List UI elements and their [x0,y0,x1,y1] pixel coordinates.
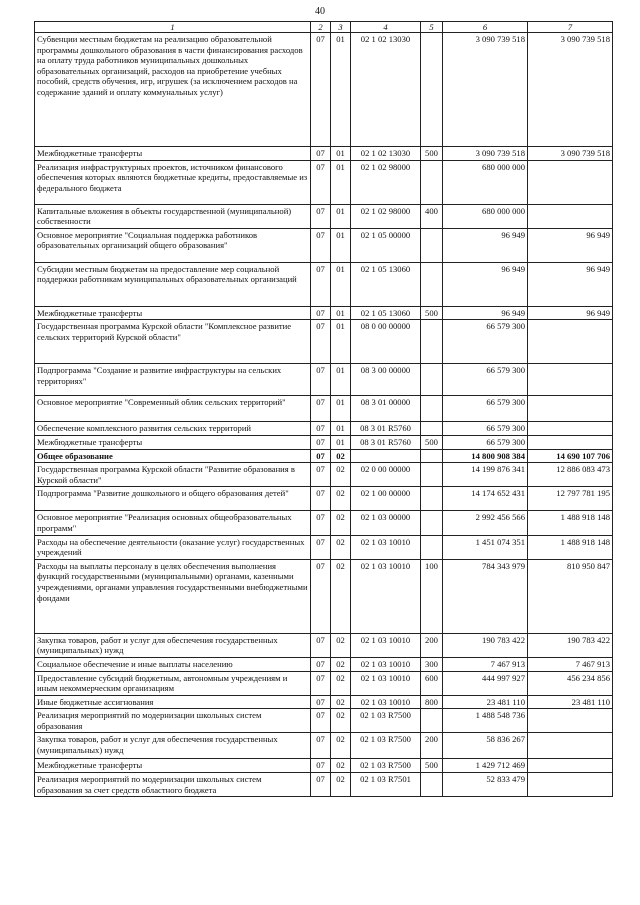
row-amount-year1: 1 451 074 351 [443,535,528,559]
row-target-article: 02 1 02 98000 [351,160,421,204]
table-row [35,33,613,147]
row-section: 07 [311,463,331,487]
row-amount-year1: 1 488 548 736 [443,709,528,733]
row-subsection: 02 [331,671,351,695]
row-section: 07 [311,306,331,320]
row-target-article: 02 0 00 00000 [351,463,421,487]
row-subsection: 01 [331,204,351,228]
row-section: 07 [311,422,331,436]
row-section: 07 [311,33,331,147]
table-row [35,228,613,262]
row-name: Реализация мероприятий по модернизации школьных систем образования [35,709,311,733]
row-subsection: 02 [331,463,351,487]
table-row [35,262,613,306]
row-subsection: 01 [331,306,351,320]
row-name: Обеспечение комплексного развития сельских территорий [35,422,311,436]
table-row [35,204,613,228]
col-header-name: 1 [35,22,311,33]
row-target-article: 08 3 00 00000 [351,364,421,396]
row-target-article: 08 0 00 00000 [351,320,421,364]
row-subsection: 01 [331,147,351,161]
row-subsection: 01 [331,422,351,436]
row-subsection: 02 [331,733,351,759]
table-row [35,535,613,559]
row-amount-year1: 96 949 [443,228,528,262]
row-amount-year2: 14 690 107 706 [528,449,613,463]
row-amount-year1: 58 836 267 [443,733,528,759]
row-amount-year2: 456 234 856 [528,671,613,695]
row-subsection: 02 [331,657,351,671]
row-section: 07 [311,262,331,306]
row-subsection: 01 [331,160,351,204]
row-amount-year2 [528,422,613,436]
row-amount-year2 [528,773,613,797]
table-row [35,709,613,733]
row-expense-type [421,709,443,733]
row-subsection: 02 [331,487,351,511]
row-expense-type [421,449,443,463]
table-body [35,33,613,797]
row-expense-type: 500 [421,759,443,773]
row-amount-year1: 96 949 [443,306,528,320]
row-name: Основное мероприятие "Реализация основных общеобразовательных программ" [35,511,311,535]
row-expense-type [421,463,443,487]
row-amount-year2 [528,733,613,759]
row-section: 07 [311,435,331,449]
row-expense-type [421,773,443,797]
table-row [35,487,613,511]
row-amount-year1: 52 833 479 [443,773,528,797]
row-amount-year1: 23 481 110 [443,695,528,709]
row-amount-year2: 96 949 [528,262,613,306]
row-amount-year1: 3 090 739 518 [443,147,528,161]
row-name: Основное мероприятие "Социальная поддержка работников образовательных организаций общего образования" [35,228,311,262]
row-name: Межбюджетные трансферты [35,759,311,773]
row-amount-year1: 14 174 652 431 [443,487,528,511]
row-amount-year2 [528,160,613,204]
row-target-article: 08 3 01 R5760 [351,422,421,436]
row-expense-type: 200 [421,733,443,759]
row-name: Подпрограмма "Развитие дошкольного и общего образования детей" [35,487,311,511]
row-name: Субсидии местным бюджетам на предоставление мер социальной поддержки работникам муниципальных образовательных организаций [35,262,311,306]
table-row [35,463,613,487]
row-expense-type: 400 [421,204,443,228]
row-name: Межбюджетные трансферты [35,306,311,320]
row-section: 07 [311,633,331,657]
row-section: 07 [311,364,331,396]
row-name: Капитальные вложения в объекты государственной (муниципальной) собственности [35,204,311,228]
row-expense-type: 800 [421,695,443,709]
row-amount-year1: 784 343 979 [443,559,528,633]
row-amount-year2: 12 797 781 195 [528,487,613,511]
row-subsection: 02 [331,695,351,709]
row-amount-year1: 3 090 739 518 [443,33,528,147]
budget-table [34,21,613,797]
row-amount-year2: 190 783 422 [528,633,613,657]
row-name: Межбюджетные трансферты [35,147,311,161]
row-target-article: 02 1 05 00000 [351,228,421,262]
row-section: 07 [311,204,331,228]
row-subsection: 02 [331,709,351,733]
row-subsection: 02 [331,511,351,535]
row-amount-year2 [528,204,613,228]
col-header-amount-year2: 7 [528,22,613,33]
row-section: 07 [311,535,331,559]
table-row [35,306,613,320]
row-amount-year2: 12 886 083 473 [528,463,613,487]
row-amount-year2: 1 488 918 148 [528,535,613,559]
row-section: 07 [311,773,331,797]
row-amount-year1: 444 997 927 [443,671,528,695]
row-subsection: 02 [331,759,351,773]
row-target-article: 02 1 03 R7501 [351,773,421,797]
row-subsection: 02 [331,449,351,463]
row-expense-type [421,511,443,535]
row-amount-year1: 14 800 908 384 [443,449,528,463]
row-section: 07 [311,320,331,364]
row-target-article: 02 1 03 10010 [351,559,421,633]
row-target-article: 02 1 03 R7500 [351,733,421,759]
row-expense-type: 300 [421,657,443,671]
row-subsection: 01 [331,228,351,262]
row-amount-year1: 66 579 300 [443,364,528,396]
row-expense-type [421,320,443,364]
table-row [35,733,613,759]
table-row [35,147,613,161]
row-amount-year1: 680 000 000 [443,160,528,204]
row-amount-year1: 66 579 300 [443,396,528,422]
row-section: 07 [311,759,331,773]
row-amount-year2 [528,435,613,449]
row-target-article: 02 1 03 10010 [351,633,421,657]
row-target-article: 02 1 02 13030 [351,33,421,147]
row-target-article: 02 1 05 13060 [351,262,421,306]
col-header-section: 2 [311,22,331,33]
row-name: Реализация мероприятий по модернизации школьных систем образования за счет средств областного бюджета [35,773,311,797]
row-target-article: 08 3 01 R5760 [351,435,421,449]
row-amount-year2: 3 090 739 518 [528,33,613,147]
row-section: 07 [311,695,331,709]
row-amount-year2 [528,759,613,773]
col-header-target-article: 4 [351,22,421,33]
table-row [35,695,613,709]
row-name: Социальное обеспечение и иные выплаты населению [35,657,311,671]
row-name: Государственная программа Курской области "Развитие образования в Курской области" [35,463,311,487]
table-row [35,396,613,422]
row-amount-year1: 190 783 422 [443,633,528,657]
row-expense-type: 200 [421,633,443,657]
row-name: Основное мероприятие "Современный облик сельских территорий" [35,396,311,422]
row-name: Реализация инфраструктурных проектов, источником финансового обеспечения которых являются бюджетные кредиты, предоставляемые из федерального бюджета [35,160,311,204]
row-amount-year2: 1 488 918 148 [528,511,613,535]
col-header-subsection: 3 [331,22,351,33]
row-expense-type [421,487,443,511]
row-amount-year1: 66 579 300 [443,422,528,436]
row-name: Подпрограмма "Создание и развитие инфраструктуры на сельских территориях" [35,364,311,396]
row-subsection: 01 [331,262,351,306]
row-subsection: 01 [331,364,351,396]
row-amount-year2: 96 949 [528,228,613,262]
col-header-amount-year1: 6 [443,22,528,33]
row-expense-type: 500 [421,147,443,161]
row-name: Расходы на обеспечение деятельности (оказание услуг) государственных учреждений [35,535,311,559]
row-section: 07 [311,396,331,422]
row-amount-year2: 3 090 739 518 [528,147,613,161]
row-expense-type: 500 [421,306,443,320]
row-amount-year2 [528,396,613,422]
row-target-article: 02 1 05 13060 [351,306,421,320]
table-row [35,671,613,695]
row-amount-year2: 96 949 [528,306,613,320]
row-section: 07 [311,709,331,733]
row-expense-type [421,33,443,147]
row-amount-year1: 7 467 913 [443,657,528,671]
row-amount-year2: 23 481 110 [528,695,613,709]
table-row [35,559,613,633]
row-target-article: 08 3 01 00000 [351,396,421,422]
row-target-article: 02 1 03 00000 [351,511,421,535]
table-row [35,435,613,449]
row-amount-year2 [528,320,613,364]
row-amount-year2 [528,364,613,396]
table-row [35,320,613,364]
row-expense-type [421,364,443,396]
table-row [35,759,613,773]
row-target-article: 02 1 03 R7500 [351,759,421,773]
row-section: 07 [311,671,331,695]
row-section: 07 [311,487,331,511]
row-target-article [351,449,421,463]
row-name: Закупка товаров, работ и услуг для обеспечения государственных (муниципальных) нужд [35,733,311,759]
row-subsection: 02 [331,633,351,657]
row-amount-year1: 1 429 712 469 [443,759,528,773]
table-row [35,160,613,204]
row-target-article: 02 1 02 98000 [351,204,421,228]
table-row [35,657,613,671]
row-target-article: 02 1 02 13030 [351,147,421,161]
row-amount-year2 [528,709,613,733]
row-expense-type: 600 [421,671,443,695]
table-row [35,633,613,657]
row-target-article: 02 1 00 00000 [351,487,421,511]
table-row [35,511,613,535]
row-name: Предоставление субсидий бюджетным, автономным учреждениям и иным некоммерческим организациям [35,671,311,695]
row-amount-year1: 96 949 [443,262,528,306]
row-expense-type [421,422,443,436]
row-section: 07 [311,733,331,759]
table-header-row [35,22,613,33]
row-amount-year1: 66 579 300 [443,435,528,449]
row-section: 07 [311,657,331,671]
row-target-article: 02 1 03 10010 [351,695,421,709]
row-name: Расходы на выплаты персоналу в целях обеспечения выполнения функций государственными (муниципальными) органами, казенными учреждениями, органами управления государственными внебюджетными фондами [35,559,311,633]
row-subsection: 01 [331,320,351,364]
row-expense-type [421,535,443,559]
row-target-article: 02 1 03 10010 [351,535,421,559]
row-amount-year1: 680 000 000 [443,204,528,228]
row-section: 07 [311,228,331,262]
row-expense-type [421,160,443,204]
row-name: Иные бюджетные ассигнования [35,695,311,709]
row-name: Межбюджетные трансферты [35,435,311,449]
row-subsection: 02 [331,535,351,559]
row-amount-year1: 14 199 876 341 [443,463,528,487]
table-row [35,364,613,396]
col-header-expense-type: 5 [421,22,443,33]
row-amount-year1: 66 579 300 [443,320,528,364]
row-expense-type [421,262,443,306]
row-name: Субвенции местным бюджетам на реализацию образовательной программы дошкольного образования в части финансирования расходов на оплату труда работников муниципальных дошкольных образовательных организаций, расходов на приобретение учебных пособий, средств обучения, игр, игрушек (за исключением расходов на содержание зданий и оплату коммунальных услуг) [35,33,311,147]
row-target-article: 02 1 03 10010 [351,657,421,671]
row-name: Закупка товаров, работ и услуг для обеспечения государственных (муниципальных) нужд [35,633,311,657]
row-name: Государственная программа Курской области "Комплексное развитие сельских территорий Курской области" [35,320,311,364]
row-section: 07 [311,160,331,204]
row-expense-type [421,396,443,422]
row-expense-type [421,228,443,262]
row-section: 07 [311,449,331,463]
row-amount-year2: 7 467 913 [528,657,613,671]
row-amount-year1: 2 992 456 566 [443,511,528,535]
row-subsection: 01 [331,435,351,449]
row-subsection: 01 [331,33,351,147]
row-expense-type: 500 [421,435,443,449]
row-target-article: 02 1 03 10010 [351,671,421,695]
table-row [35,422,613,436]
row-name: Общее образование [35,449,311,463]
row-subsection: 02 [331,559,351,633]
table-row [35,773,613,797]
row-section: 07 [311,511,331,535]
row-section: 07 [311,147,331,161]
row-amount-year2: 810 950 847 [528,559,613,633]
row-expense-type: 100 [421,559,443,633]
row-subsection: 01 [331,396,351,422]
row-subsection: 02 [331,773,351,797]
page-number: 40 [315,6,325,17]
row-target-article: 02 1 03 R7500 [351,709,421,733]
table-row [35,449,613,463]
row-section: 07 [311,559,331,633]
